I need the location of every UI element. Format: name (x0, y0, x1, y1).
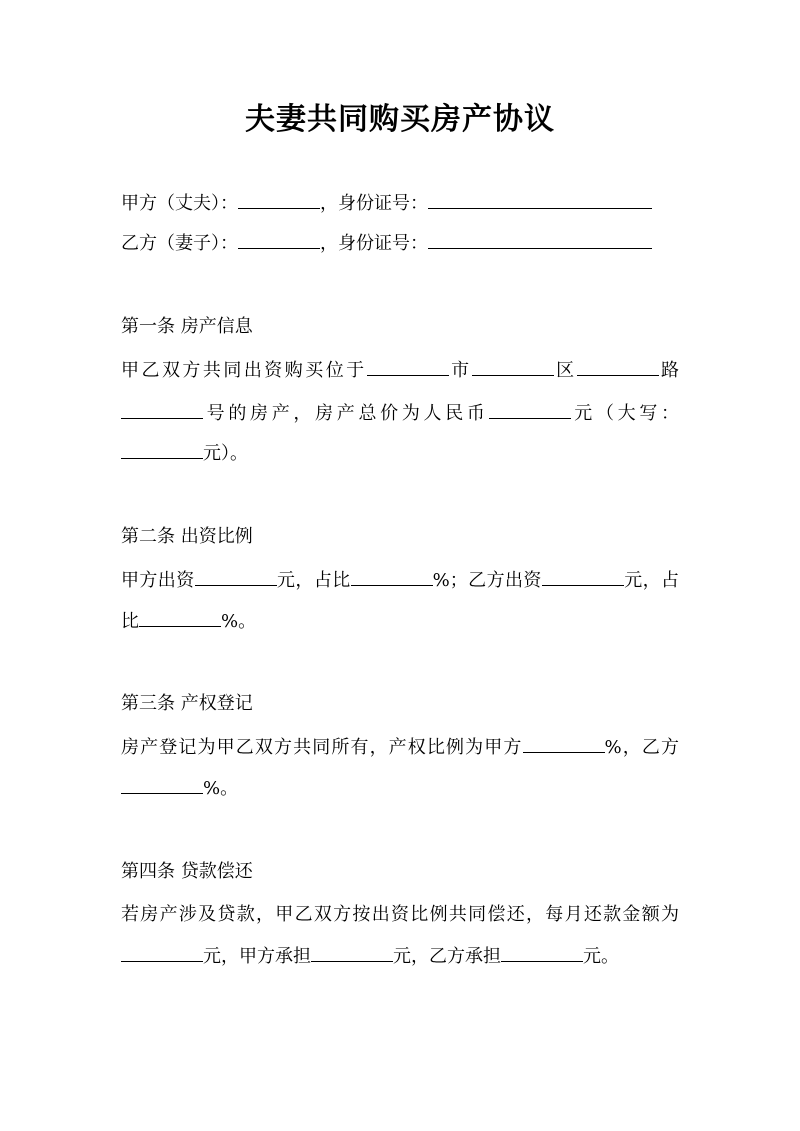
article4-text1: 若房产涉及贷款，甲乙双方按出资比例共同偿还，每月还款金额为 (121, 904, 679, 925)
party-a-name-blank[interactable] (238, 188, 320, 209)
party-b-label: 乙方（妻子）： (121, 233, 238, 254)
city-label: 市 (448, 360, 472, 381)
article2-text3: %；乙方出资 (432, 570, 542, 591)
article1-text3: 元（大写： (570, 403, 679, 424)
article2-line2 (121, 606, 256, 637)
article2-heading: 第二条 出资比例 (121, 526, 253, 547)
party-b-id-label: ，身份证号： (320, 233, 428, 254)
article2-text1: 甲方出资 (121, 570, 195, 591)
article3-heading: 第三条 产权登记 (121, 693, 253, 714)
road-label: 路 (658, 360, 680, 381)
article3-line1 (121, 732, 679, 763)
party-a-ratio-blank[interactable] (351, 565, 433, 586)
article1-line2 (121, 398, 679, 429)
party-b-name-blank[interactable] (238, 228, 320, 249)
ownership-b-blank[interactable] (121, 773, 203, 794)
ownership-a-blank[interactable] (523, 732, 605, 753)
price-uppercase-blank[interactable] (121, 438, 203, 459)
party-a-id-blank[interactable] (428, 188, 652, 209)
party-a-label: 甲方（丈夫）： (121, 193, 238, 214)
article4-line1 (121, 900, 679, 930)
article4-heading: 第四条 贷款偿还 (121, 861, 253, 882)
party-a-line (121, 188, 652, 219)
article1-heading: 第一条 房产信息 (121, 316, 253, 337)
city-blank[interactable] (367, 355, 449, 376)
article2-line1 (121, 565, 679, 596)
article2-text5: 比 (121, 611, 139, 632)
monthly-payment-blank[interactable] (121, 941, 203, 962)
article4-line2 (121, 941, 619, 972)
road-blank[interactable] (577, 355, 659, 376)
article3-text1: 房产登记为甲乙双方共同所有，产权比例为甲方 (121, 737, 523, 758)
article3-text3: %。 (203, 778, 239, 799)
article4-text3: 元，乙方承担 (393, 946, 501, 967)
party-b-ratio-blank[interactable] (139, 606, 221, 627)
article2-text2: 元，占比 (276, 570, 351, 591)
party-b-payment-blank[interactable] (501, 941, 583, 962)
article2-text6: %。 (221, 611, 257, 632)
party-b-line (121, 228, 652, 259)
article2-text4: 元，占 (623, 570, 680, 591)
article3-text2: %，乙方 (604, 737, 679, 758)
article3-line2 (121, 773, 238, 804)
party-a-id-label: ，身份证号： (320, 193, 428, 214)
article1-line3 (121, 438, 248, 469)
party-b-contribution-blank[interactable] (542, 565, 624, 586)
party-b-id-blank[interactable] (428, 228, 652, 249)
total-price-blank[interactable] (489, 398, 571, 419)
party-a-contribution-blank[interactable] (195, 565, 277, 586)
party-a-payment-blank[interactable] (311, 941, 393, 962)
article1-text4: 元）。 (203, 443, 248, 464)
district-blank[interactable] (472, 355, 554, 376)
district-label: 区 (553, 360, 577, 381)
house-number-blank[interactable] (121, 398, 203, 419)
article4-text2: 元，甲方承担 (203, 946, 311, 967)
article4-text4: 元。 (583, 946, 619, 967)
article1-text2: 号的房产，房产总价为人民币 (203, 403, 489, 424)
article1-text1: 甲乙双方共同出资购买位于 (121, 360, 367, 381)
article1-line1 (121, 355, 679, 386)
page-title: 夫妻共同购买房产协议 (245, 102, 555, 137)
